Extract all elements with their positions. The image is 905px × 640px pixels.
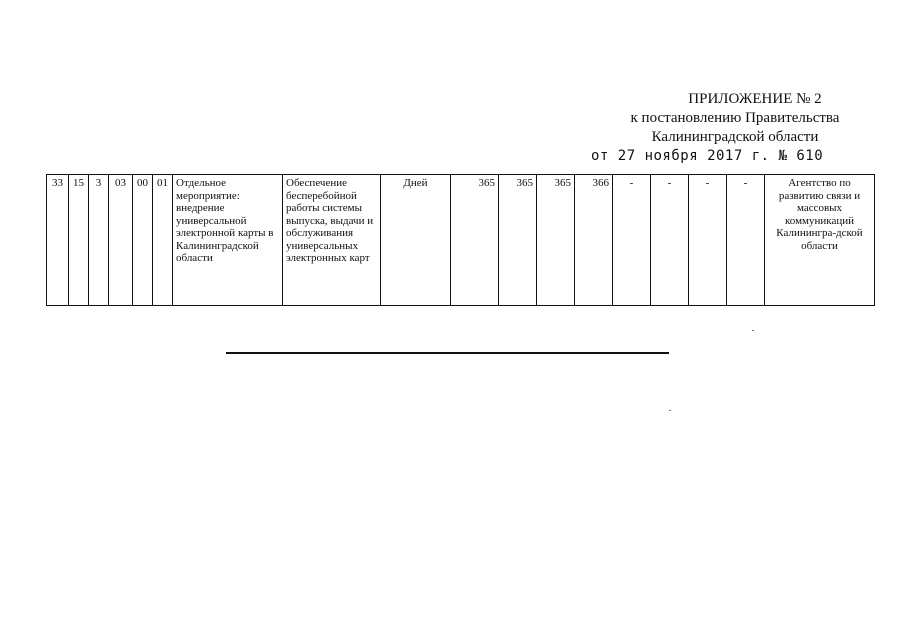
appendix-title: ПРИЛОЖЕНИЕ № 2 [688, 91, 822, 107]
unit-cell: Дней [381, 175, 451, 306]
dash-cell-4: - [727, 175, 765, 306]
executor-cell: Агентство по развитию связи и массовых коммуникаций Калинингра-дской области [765, 175, 875, 306]
code-cell-5: 00 [133, 175, 153, 306]
value-cell-3: 365 [537, 175, 575, 306]
appendix-date: от 27 ноября 2017 г. № 610 [591, 148, 824, 164]
document-header [591, 90, 865, 166]
code-cell-6: 01 [153, 175, 173, 306]
code-cell-2: 15 [69, 175, 89, 306]
indicator-cell: Обеспечение бесперебойной работы системы выпуска, выдачи и обслуживания универсальных электронных карт [283, 175, 381, 306]
dash-cell-3: - [689, 175, 727, 306]
appendix-subtitle: к постановлению Правительства [630, 110, 840, 126]
dash-cell-1: - [613, 175, 651, 306]
dash-cell-2: - [651, 175, 689, 306]
scan-speck [669, 410, 671, 411]
code-cell-3: 3 [89, 175, 109, 306]
end-of-table-rule [226, 352, 669, 354]
code-cell-1: 33 [47, 175, 69, 306]
value-cell-4: 366 [575, 175, 613, 306]
code-cell-4: 03 [109, 175, 133, 306]
scan-speck [752, 330, 754, 331]
appendix-region: Калининградской области [651, 129, 819, 145]
value-cell-1: 365 [451, 175, 499, 306]
value-cell-2: 365 [499, 175, 537, 306]
table-row [47, 175, 875, 306]
program-table [46, 174, 875, 306]
event-cell: Отдельное мероприятие: внедрение универсальной электронной карты в Калининградской области [173, 175, 283, 306]
